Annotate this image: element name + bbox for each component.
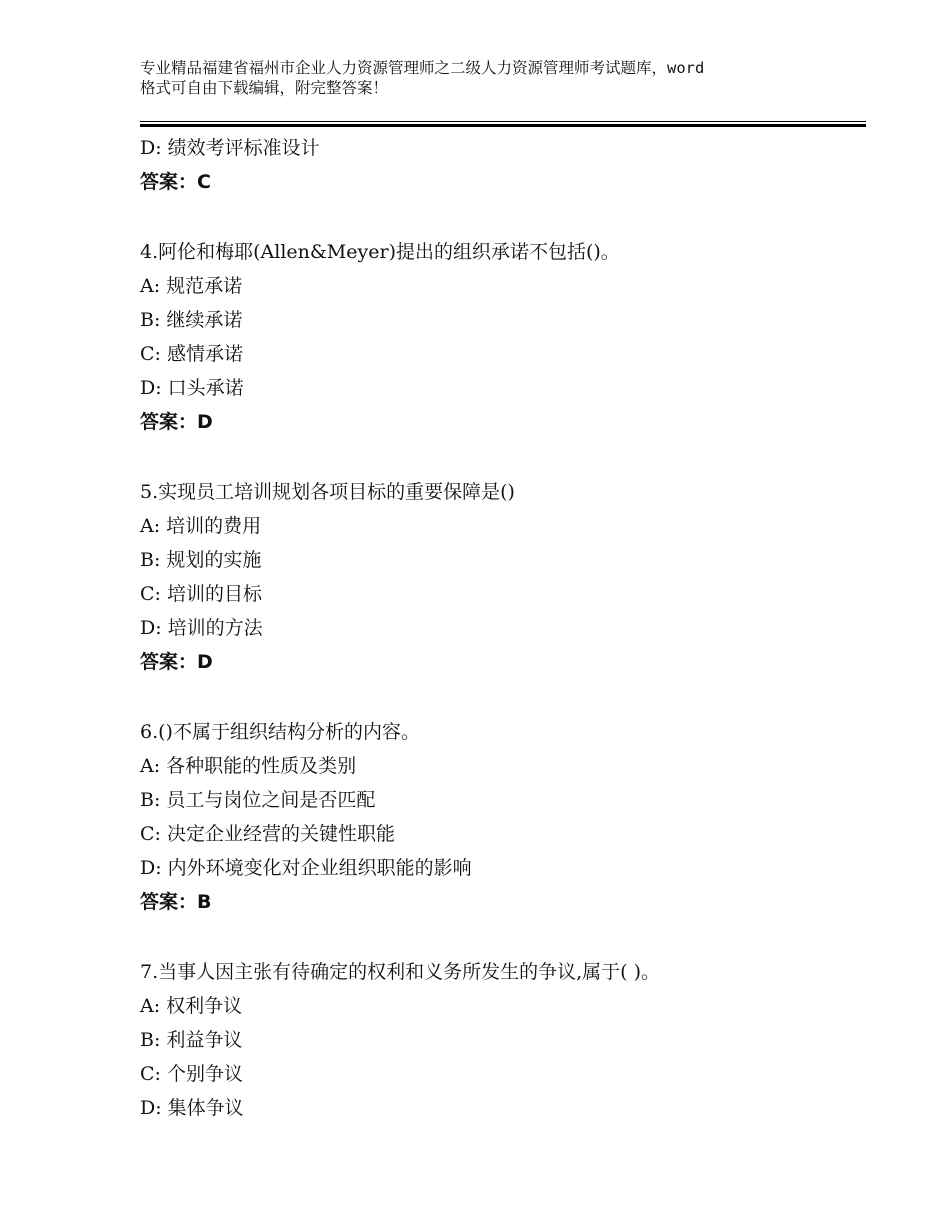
answer: 答案：D: [140, 411, 213, 433]
option-b: B: 规划的实施: [140, 549, 262, 571]
question-stem: 7.当事人因主张有待确定的权利和义务所发生的争议,属于( )。: [140, 961, 661, 983]
spacer: [140, 919, 866, 955]
question-5: [140, 475, 866, 679]
option-d: D: 内外环境变化对企业组织职能的影响: [140, 857, 472, 879]
page-header: [140, 58, 840, 98]
question-fragment: [140, 131, 866, 199]
option-c: C: 决定企业经营的关键性职能: [140, 823, 395, 845]
answer: 答案：C: [140, 171, 211, 193]
spacer: [140, 199, 866, 235]
option-d: D: 集体争议: [140, 1097, 244, 1119]
option-c: C: 个别争议: [140, 1063, 243, 1085]
option-c: C: 培训的目标: [140, 583, 262, 605]
option-a: A: 权利争议: [140, 995, 243, 1017]
option-a: A: 规范承诺: [140, 275, 243, 297]
question-stem: 5.实现员工培训规划各项目标的重要保障是(): [140, 481, 515, 503]
question-list: [140, 131, 866, 1125]
header-line-2: 格式可自由下载编辑，附完整答案！: [140, 79, 389, 97]
header-divider: [140, 121, 866, 127]
option-d: D: 口头承诺: [140, 377, 244, 399]
header-line-1: 专业精品福建省福州市企业人力资源管理师之二级人力资源管理师考试题库，word: [140, 59, 705, 77]
option-d: D: 绩效考评标准设计: [140, 137, 320, 159]
question-6: [140, 715, 866, 919]
question-7: [140, 955, 866, 1125]
spacer: [140, 439, 866, 475]
question-stem: 4.阿伦和梅耶(Allen&Meyer)提出的组织承诺不包括()。: [140, 241, 620, 263]
answer: 答案：B: [140, 891, 212, 913]
spacer: [140, 679, 866, 715]
option-b: B: 利益争议: [140, 1029, 243, 1051]
option-a: A: 各种职能的性质及类别: [140, 755, 357, 777]
option-b: B: 继续承诺: [140, 309, 243, 331]
option-a: A: 培训的费用: [140, 515, 262, 537]
question-4: [140, 235, 866, 439]
question-stem: 6.()不属于组织结构分析的内容。: [140, 721, 420, 743]
option-b: B: 员工与岗位之间是否匹配: [140, 789, 376, 811]
option-c: C: 感情承诺: [140, 343, 243, 365]
answer: 答案：D: [140, 651, 213, 673]
option-d: D: 培训的方法: [140, 617, 263, 639]
